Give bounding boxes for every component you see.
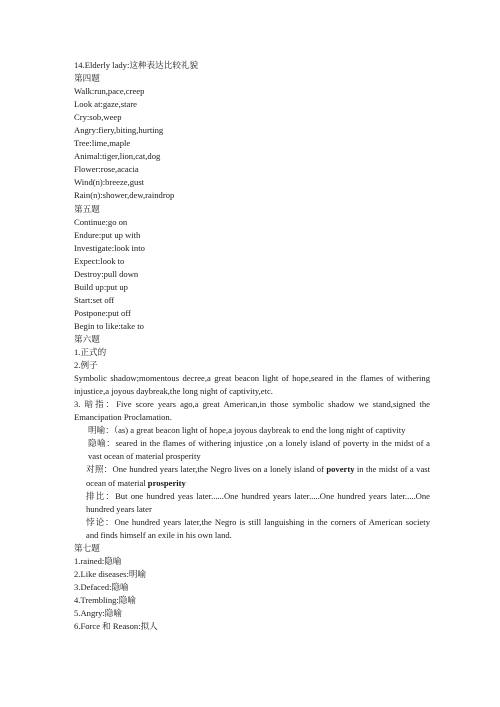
contrast-label: 对照： — [86, 464, 113, 475]
section-6-item-2: 2.例子 — [74, 360, 98, 371]
section-6-heading: 第六题 — [74, 333, 100, 344]
section-7-item: 1.rained:隐喻 — [74, 555, 122, 566]
section-5-heading: 第五题 — [74, 203, 100, 214]
section-4-item: Animal:tiger,lion,cat,dog — [74, 151, 161, 162]
section-5-item: Begin to like:take to — [74, 320, 144, 331]
item-14: 14.Elderly lady:这种表达比较礼貌 — [74, 60, 199, 70]
contrast-keyword-prosperity: prosperity — [147, 477, 186, 488]
simile-paragraph — [74, 424, 430, 437]
paradox-text: One hundred years later,the Negro is still languishing in the corners of American society and finds himself an exile in his own land. — [86, 516, 430, 540]
allusion-paragraph: 3. 暗指：Five score years ago,a great American,in those symbolic shadow we stand,signed the Emancipation Proclamation. — [74, 399, 430, 423]
section-4-item: Flower:rose,acacia — [74, 164, 139, 175]
document-content — [74, 59, 430, 633]
section-7-heading: 第七题 — [74, 542, 100, 553]
section-5-item: Endure:put up with — [74, 229, 141, 240]
section-4-item: Rain(n):shower,dew,raindrop — [74, 190, 175, 201]
section-5-item: Investigate:look into — [74, 242, 145, 253]
section-4-item: Walk:run,pace,creep — [74, 86, 145, 97]
section-4-item: Wind(n):breeze,gust — [74, 177, 145, 188]
contrast-text-middle: in the midst of a vast ocean of material — [86, 464, 430, 488]
section-5-item: Start:set off — [74, 294, 115, 305]
contrast-paragraph — [74, 463, 430, 489]
metaphor-text: seared in the flames of withering injustice ,on a lonely island of poverty in the midst of a vast ocean of material prosperity — [88, 438, 430, 462]
parallelism-label: 排比： — [86, 490, 116, 501]
section-5-item: Build up:put up — [74, 281, 128, 292]
section-7-item: 2.Like diseases:明喻 — [74, 568, 147, 579]
contrast-keyword-poverty: poverty — [326, 464, 355, 475]
section-5-item: Destroy:pull down — [74, 268, 139, 279]
section-4-heading: 第四题 — [74, 73, 100, 84]
simile-text: （as) a great beacon light of hope,a joyous daybreak to end the long night of captivity — [113, 425, 406, 436]
section-7-item: 3.Defaced:隐喻 — [74, 581, 129, 592]
section-4-item: Tree:lime,maple — [74, 138, 131, 149]
section-5-item: Postpone:put off — [74, 307, 131, 318]
simile-label: 明喻： — [88, 425, 114, 436]
section-4-item: Look at:gaze,stare — [74, 99, 137, 110]
contrast-text-start: One hundred years later,the Negro lives on a lonely island of — [112, 464, 327, 475]
symbolic-phrases-paragraph: Symbolic shadow;momentous decree,a great beacon light of hope,seared in the flames of withering injustice,a joyous daybreak,the long night of captivity,etc. — [74, 373, 430, 397]
parallelism-text: But one hundred yeas later......One hundred years later.....One hundred years later.....One hundred years later — [86, 490, 430, 514]
paradox-label: 悖论： — [86, 516, 115, 527]
metaphor-label: 隐喻： — [88, 438, 116, 449]
section-7-item: 5.Angry:隐喻 — [74, 607, 122, 618]
paradox-paragraph — [74, 516, 430, 542]
section-7-item: 6.Force 和 Reason:拟人 — [74, 621, 158, 632]
metaphor-paragraph — [74, 437, 430, 463]
section-4-item: Cry:sob,weep — [74, 112, 122, 123]
section-6-item-1: 1.正式的 — [74, 347, 107, 358]
section-4-item: Angry:fiery,biting,hurting — [74, 125, 164, 136]
section-5-item: Expect:look to — [74, 255, 125, 266]
section-7-item: 4.Trembling:隐喻 — [74, 594, 136, 605]
parallelism-paragraph — [74, 490, 430, 516]
section-5-item: Continue:go on — [74, 216, 128, 227]
